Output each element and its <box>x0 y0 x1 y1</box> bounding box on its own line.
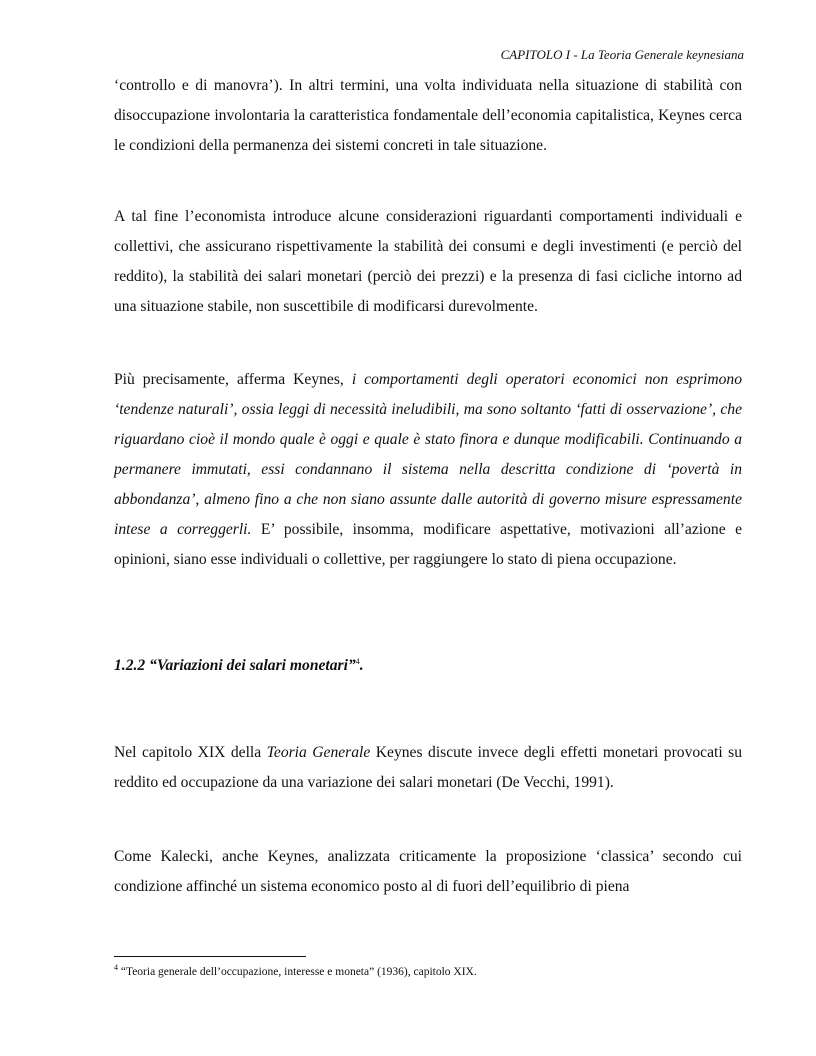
section-heading-title: 1.2.2 “Variazioni dei salari monetari” <box>114 657 356 675</box>
footnote-divider <box>114 956 306 957</box>
paragraph-3-text <box>114 365 742 575</box>
paragraph-3 <box>114 365 742 575</box>
running-header: CAPITOLO I - La Teoria Generale keynesiana <box>500 47 744 62</box>
paragraph-2 <box>114 202 742 322</box>
paragraph-1-text: ‘controllo e di manovra’). In altri termini, una volta individuata nella situazione di stabilità con disoccupazione involontaria la caratteristica fondamentale dell’economia capitalistica, Keynes cerca le condizioni della permanenza dei sistemi concreti in tale situazione. <box>114 77 742 154</box>
paragraph-2-text: A tal fine l’economista introduce alcune considerazioni riguardanti comportamenti individuali e collettivi, che assicurano rispettivamente la stabilità dei consumi e degli investimenti (e perciò del reddito), la stabilità dei salari monetari (perciò dei prezzi) e la presenza di fasi cicliche intorno ad una situazione stabile, non suscettibile di modificarsi durevolmente. <box>114 208 742 315</box>
paragraph-3-quote: i comportamenti degli operatori economici non esprimono ‘tendenze naturali’, ossia leggi di necessità ineludibili, ma sono soltanto ‘fatti di osservazione’, che riguardano cioè il mondo quale è oggi e quale è stato finora e dunque modificabili. Continuando a permanere immutati, essi condannano il sistema nella descritta condizione di ‘povertà in abbondanza’, almeno fino a che non siano assunte dalle autorità di governo misure espressamente intese a correggerli. <box>114 371 742 538</box>
section-footnote-ref: 4 <box>355 657 360 666</box>
paragraph-5-text: Come Kalecki, anche Keynes, analizzata criticamente la proposizione ‘classica’ secondo cui condizione affinché un sistema economico posto al di fuori dell’equilibrio di piena <box>114 848 742 895</box>
footnote-marker: 4 <box>114 963 118 972</box>
section-heading <box>114 657 364 675</box>
paragraph-3-rest: E’ possibile, insomma, modificare aspettative, motivazioni all’azione e opinioni, siano esse individuali o collettive, per raggiungere lo stato di piena occupazione. <box>114 521 742 568</box>
paragraph-4-book-title: Teoria Generale <box>266 744 371 761</box>
paragraph-4 <box>114 738 742 798</box>
footnote-text: “Teoria generale dell’occupazione, interesse e moneta” (1936), capitolo XIX. <box>118 965 477 978</box>
paragraph-1 <box>114 71 742 161</box>
paragraph-4-end: Keynes discute invece degli effetti monetari provocati su reddito ed occupazione da una variazione dei salari monetari (De Vecchi, 1991). <box>114 744 743 791</box>
paragraph-5 <box>114 842 742 902</box>
paragraph-4-text <box>114 738 742 798</box>
paragraph-3-intro: Più precisamente, afferma Keynes, <box>114 371 352 388</box>
section-heading-period: . <box>359 657 364 675</box>
paragraph-4-start: Nel capitolo XIX della <box>114 744 267 761</box>
footnote <box>114 963 477 978</box>
